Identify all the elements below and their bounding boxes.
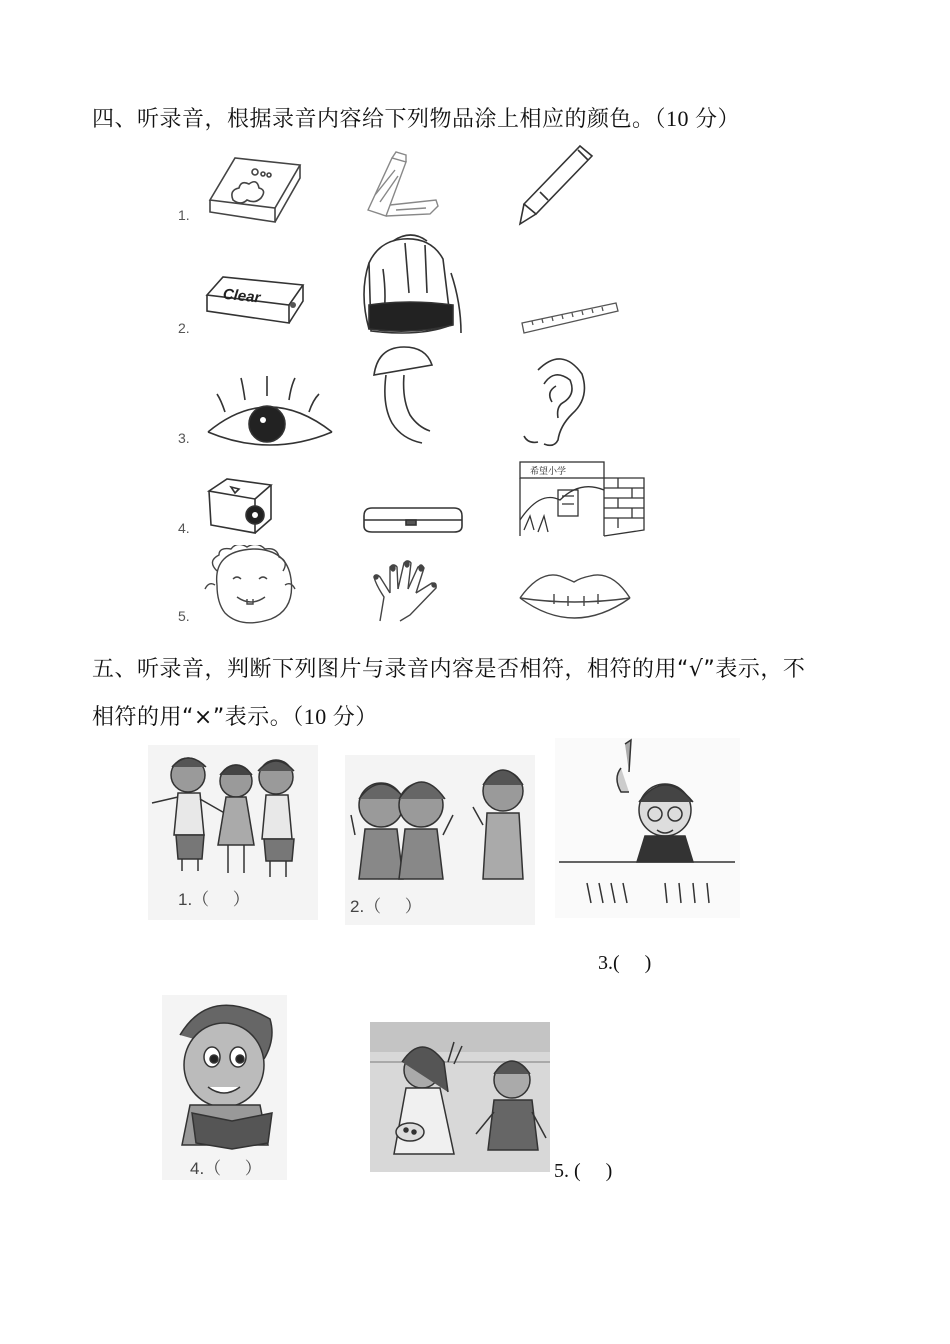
picture-5-answer-blank[interactable]: 5. ( ) [554, 1160, 613, 1182]
arm-icon [368, 345, 438, 445]
schoolbag-icon [355, 233, 465, 338]
picture-5-girl-with-palette-and-boy [370, 1022, 550, 1172]
section-5-score: （10 分） [292, 704, 378, 729]
row-4-label: 4. [178, 520, 190, 536]
hand-icon [370, 555, 450, 625]
sharpener-icon [205, 475, 275, 535]
row-5-label: 5. [178, 608, 190, 624]
section-5-heading-line-2 [92, 700, 378, 731]
picture-4-boy-reading [162, 995, 287, 1180]
section-5-title-line-2: 相符的用“×”表示。 [92, 705, 293, 730]
picture-3-boy-with-crayons [555, 738, 740, 918]
section-4-heading [92, 102, 740, 133]
mouth-icon [518, 570, 633, 625]
eraser-brand-text: Clear [222, 285, 262, 307]
pencil-box-icon [360, 500, 465, 535]
picture-4-answer-blank[interactable]: 4.（ ） [190, 1159, 262, 1178]
row-3-label: 3. [178, 430, 190, 446]
row-2-label: 2. [178, 320, 190, 336]
glue-tube-icon [360, 150, 440, 225]
eraser-icon [205, 275, 305, 325]
section-5-heading-line-1: 五、听录音，判断下列图片与录音内容是否相符，相符的用“√”表示，不 [92, 657, 806, 682]
school-sign-text: 希望小学 [530, 467, 567, 477]
picture-1-answer-blank[interactable]: 1.（ ） [178, 890, 250, 909]
section-4-title: 四、听录音，根据录音内容给下列物品涂上相应的颜色。 [92, 107, 655, 132]
ear-icon [518, 356, 588, 448]
picture-2-answer-blank[interactable]: 2.（ ） [350, 897, 422, 916]
ruler-icon [520, 293, 620, 338]
eye-icon [205, 372, 335, 447]
book-icon [205, 150, 305, 225]
face-icon [203, 545, 298, 625]
picture-3-answer-blank[interactable]: 3.( ) [598, 952, 652, 974]
section-4-score: （10 分） [654, 106, 741, 131]
pencil-icon [518, 142, 596, 227]
row-1-label: 1. [178, 207, 190, 223]
school-gate-icon [518, 460, 648, 538]
